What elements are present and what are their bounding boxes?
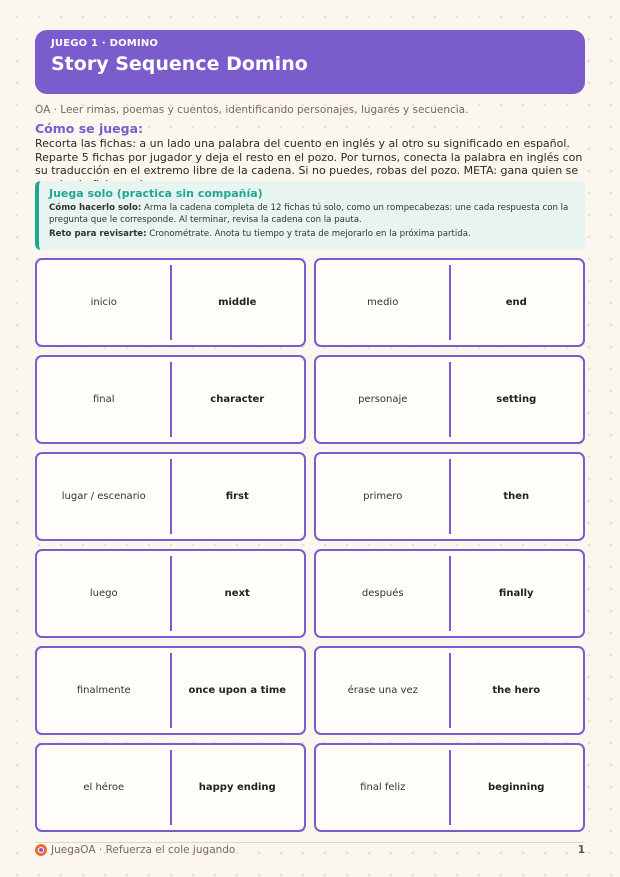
solo-play-box [35, 181, 585, 250]
tile-divider [449, 556, 451, 631]
tile-english: once upon a time [188, 685, 287, 696]
tile-english: then [503, 491, 530, 502]
domino-tile [314, 743, 585, 832]
learning-objective: OA · Leer rimas, poemas y cuentos, identificando personajes, lugares y secuencia. [35, 104, 469, 116]
tile-spanish: finalmente [76, 685, 131, 696]
footer-brand: JuegaOA · Refuerza el cole jugando [51, 844, 236, 856]
page-number: 1 [577, 844, 585, 856]
tile-divider [449, 750, 451, 825]
domino-tile [35, 743, 306, 832]
solo-how-paragraph [49, 202, 575, 226]
brand-logo-icon [35, 844, 47, 856]
tile-spanish: medio [367, 297, 399, 308]
tile-spanish: después [361, 588, 404, 599]
tile-divider [170, 459, 172, 534]
tile-english: setting [496, 394, 537, 405]
how-to-play-title: Cómo se juega: [35, 121, 144, 136]
domino-tile [314, 452, 585, 541]
tile-spanish: final feliz [360, 782, 406, 793]
tile-english: end [505, 297, 527, 308]
domino-tile [314, 646, 585, 735]
domino-tile [35, 452, 306, 541]
tile-divider [449, 265, 451, 340]
tile-english: finally [498, 588, 534, 599]
tile-spanish: el héroe [83, 782, 125, 793]
solo-challenge-label: Reto para revisarte: [49, 229, 147, 239]
domino-tile [35, 258, 306, 347]
tile-spanish: inicio [90, 297, 117, 308]
tile-english: beginning [488, 782, 545, 793]
domino-tile [314, 258, 585, 347]
tile-spanish: primero [363, 491, 403, 502]
tile-english: happy ending [198, 782, 276, 793]
tile-english: middle [218, 297, 257, 308]
tile-spanish: final [92, 394, 115, 405]
domino-tile [35, 355, 306, 444]
page-footer [35, 843, 585, 857]
domino-tile [314, 355, 585, 444]
domino-tile [35, 646, 306, 735]
tile-divider [170, 265, 172, 340]
solo-challenge-paragraph [49, 228, 575, 240]
solo-how-text: Arma la cadena completa de 12 fichas tú solo, como un rompecabezas: une cada respuesta con la pregunta que le corresponde. Al terminar, revisa la cadena con la pauta. [49, 203, 569, 225]
tile-spanish: personaje [358, 394, 408, 405]
tile-divider [449, 459, 451, 534]
tile-divider [170, 362, 172, 437]
tile-divider [170, 653, 172, 728]
domino-tile [35, 549, 306, 638]
tile-english: the hero [492, 685, 541, 696]
game-title: Story Sequence Domino [51, 53, 308, 75]
game-kicker: JUEGO 1 · DOMINO [51, 38, 159, 49]
tile-spanish: érase una vez [347, 685, 418, 696]
how-to-play-text: Recorta las fichas: a un lado una palabra del cuento en inglés y al otro su significado en español. Reparte 5 fichas por jugador y deja el resto en el pozo. Por turnos, conecta la palabra en inglés con su traducción en el extremo libre de la cadena. Si no puedes, robas del pozo. META: gana quien se [35, 137, 583, 177]
tile-divider [449, 362, 451, 437]
tile-divider [170, 750, 172, 825]
solo-challenge-text: Cronométrate. Anota tu tiempo y trata de mejorarlo en la próxima partida. [146, 229, 471, 239]
tile-english: character [210, 394, 265, 405]
solo-play-title: Juega solo (practica sin compañía) [49, 187, 263, 200]
tile-english: first [225, 491, 249, 502]
tile-divider [449, 653, 451, 728]
domino-tiles-grid [35, 258, 585, 832]
tile-spanish: luego [89, 588, 118, 599]
game-header [35, 30, 585, 94]
tile-spanish: lugar / escenario [61, 491, 146, 502]
tile-english: next [224, 588, 250, 599]
domino-tile [314, 549, 585, 638]
tile-divider [170, 556, 172, 631]
solo-how-label: Cómo hacerlo solo: [49, 203, 142, 213]
